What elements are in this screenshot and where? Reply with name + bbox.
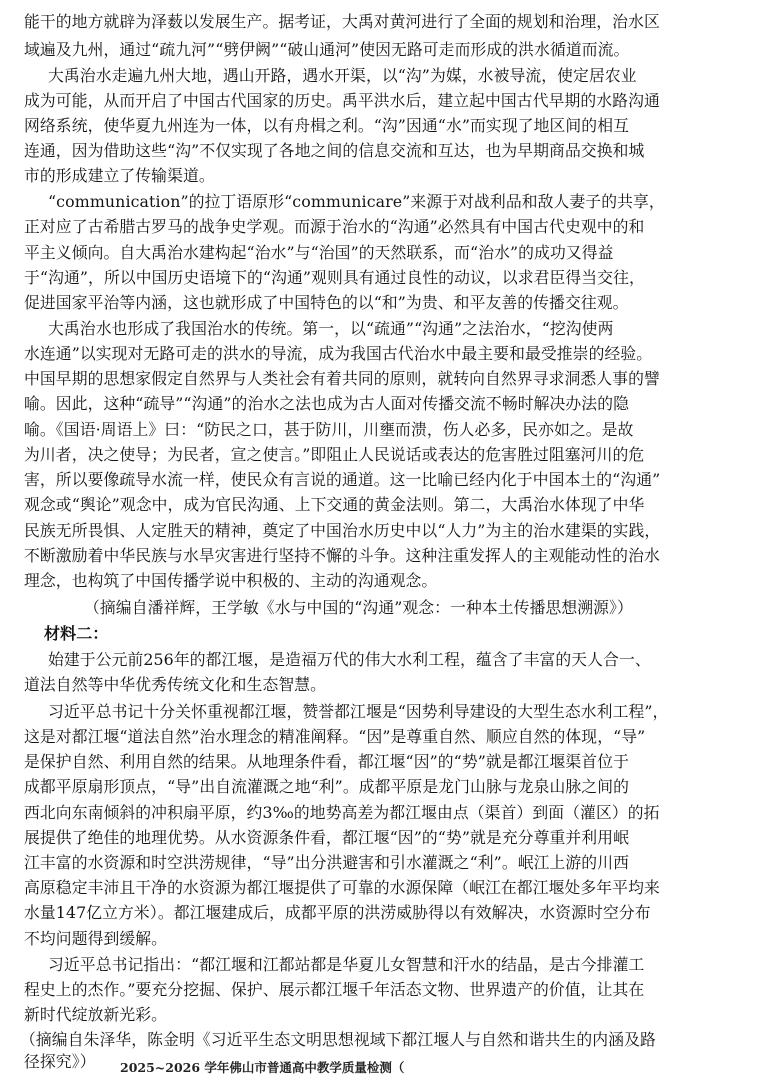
text-line: 高原稳定丰沛且干净的水资源为都江堰提供了可靠的水源保障（岷江在都江堰处多年平均来 (24, 878, 660, 897)
citation: （摘编自朱泽华，陈金明《习近平生态文明思想视域下都江堰人与自然和谐共生的内涵及路 (20, 1030, 656, 1049)
text-line: 江丰富的水资源和时空洪涝规律，“导”出分洪避害和引水灌溉之“利”。岷江上游的川西 (24, 853, 629, 872)
text-line: 西北向东南倾斜的冲积扇平原，约3‰的地势高差为都江堰由点（渠首）到面（灌区）的拓 (24, 803, 660, 822)
text-line: 不均问题得到缓解。 (24, 929, 168, 948)
section-heading: 材料二： (44, 624, 109, 643)
text-line: 促进国家平治等内涵，这也就形成了中国特色的以“和”为贵、和平友善的传播交往观。 (24, 293, 629, 312)
text-line: 新时代绽放新光彩。 (24, 1005, 168, 1024)
text-line: 大禹治水也形成了我国治水的传统。第一，以“疏通”“沟通”之法治水，“挖沟使两 (48, 319, 614, 338)
text-line: “communication”的拉丁语原形“communicare”来源于对战利品和敌人妻子的共享， (48, 192, 665, 211)
text-line: 市的形成建立了传输渠道。 (24, 166, 215, 185)
text-line: 这是对都江堰“道法自然”治水理念的精准阐释。“因”是尊重自然、顺应自然的体现，“导” (24, 727, 646, 746)
text-line: 民族无所畏惧、人定胜天的精神，奠定了中国治水历史中以“人力”为主的治水建渠的实践， (24, 521, 661, 540)
text-line: 喻。《国语·周语上》曰：“防民之口，甚于防川，川壅而溃，伤人必多，民亦如之。是故 (24, 420, 634, 439)
text-line: 水量147亿立方米）。都江堰建成后，成都平原的洪涝威胁得以有效解决，水资源时空分布 (24, 903, 651, 922)
text-line: 展提供了绝佳的地理优势。从水资源条件看，都江堰“因”的“势”就是充分尊重并利用岷 (24, 828, 629, 847)
footer-edge-fade (450, 1055, 510, 1079)
citation: 径探究》） (24, 1052, 96, 1071)
citation: （摘编自潘祥辉，王学敏《水与中国的“沟通”观念：一种本土传播思想溯源》） (84, 598, 633, 617)
text-line: 习近平总书记指出：“都江堰和江都站都是华夏儿女智慧和汗水的结晶，是古今排灌工 (48, 955, 645, 974)
text-line: 于“沟通”，所以中国历史语境下的“沟通”观则具有通过良性的动议，以求君臣得当交往， (24, 268, 645, 287)
text-line: 平主义倾向。自大禹治水建构起“治水”与“治国”的天然联系，而“治水”的成功又得益 (24, 243, 614, 262)
page-footer: 2025~2026 学年佛山市普通高中教学质量检测（ (120, 1060, 405, 1075)
text-line: 为川者，决之使导；为民者，宣之使言。”即阻止人民说话或表达的危害胜过阻塞河川的危 (24, 445, 645, 464)
text-line: 连通，因为借助这些“沟”不仅实现了各地之间的信息交流和互达，也为早期商品交换和城 (24, 141, 645, 160)
text-line: 喻。因此，这种“疏导”“沟通”的治水之法也成为古人面对传播交流不畅时解决办法的隐 (24, 394, 629, 413)
text-line: 成为可能，从而开启了中国古代国家的历史。禹平洪水后，建立起中国古代早期的水路沟通 (24, 91, 660, 110)
text-line: 害，所以要像疏导水流一样，使民众有言说的通道。这一比喻已经内化于中国本土的“沟通” (24, 470, 661, 489)
text-line: 域遍及九州，通过“疏九河”“劈伊阙”“破山通河”使因无路可走而形成的洪水循道而流。 (24, 40, 630, 59)
text-line: 正对应了古希腊古罗马的战争史学观。而源于治水的“沟通”必然具有中国古代史观中的和 (24, 217, 645, 236)
text-line: 理念，也构筑了中国传播学说中积极的、主动的沟通观念。 (24, 571, 438, 590)
text-line: 能干的地方就辟为泽薮以发展生产。据考证，大禹对黄河进行了全面的规划和治理，治水区 (24, 12, 660, 31)
text-line: 中国早期的思想家假定自然界与人类社会有着共同的原则，就转向自然界寻求洞悉人事的譬 (24, 369, 660, 388)
text-line: 观念或“舆论”观念中，成为官民沟通、上下交通的黄金法则。第二，大禹治水体现了中华 (24, 495, 645, 514)
text-line: 始建于公元前256年的都江堰，是造福万代的伟大水利工程，蕴含了丰富的天人合一、 (48, 650, 651, 669)
text-line: 是保护自然、利用自然的结果。从地理条件看，都江堰“因”的“势”就是都江堰渠首位于 (24, 752, 629, 771)
text-line: 成都平原扇形顶点，“导”出自流灌溉之地“利”。成都平原是龙门山脉与龙泉山脉之间的 (24, 777, 629, 796)
text-line: 习近平总书记十分关怀重视都江堰，赞誉都江堰是“因势利导建设的大型生态水利工程”， (48, 702, 669, 721)
text-line: 不断激励着中华民族与水旱灾害进行坚持不懈的斗争。这种注重发挥人的主观能动性的治水 (24, 546, 660, 565)
text-line: 程史上的杰作。”要充分挖掘、保护、展示都江堰千年活态文物、世界遗产的价值，让其在 (24, 980, 645, 999)
text-line: 道法自然等中华优秀传统文化和生态智慧。 (24, 675, 327, 694)
text-line: 网络系统，使华夏九州连为一体，以有舟楫之利。“沟”因通“水”而实现了地区间的相互 (24, 116, 629, 135)
text-line: 水连通”以实现对无路可走的洪水的导流，成为我国古代治水中最主要和最受推崇的经验。 (24, 344, 653, 363)
text-line: 大禹治水走遍九州大地，遇山开路，遇水开渠，以“沟”为媒，水被导流，使定居农业 (48, 66, 637, 85)
